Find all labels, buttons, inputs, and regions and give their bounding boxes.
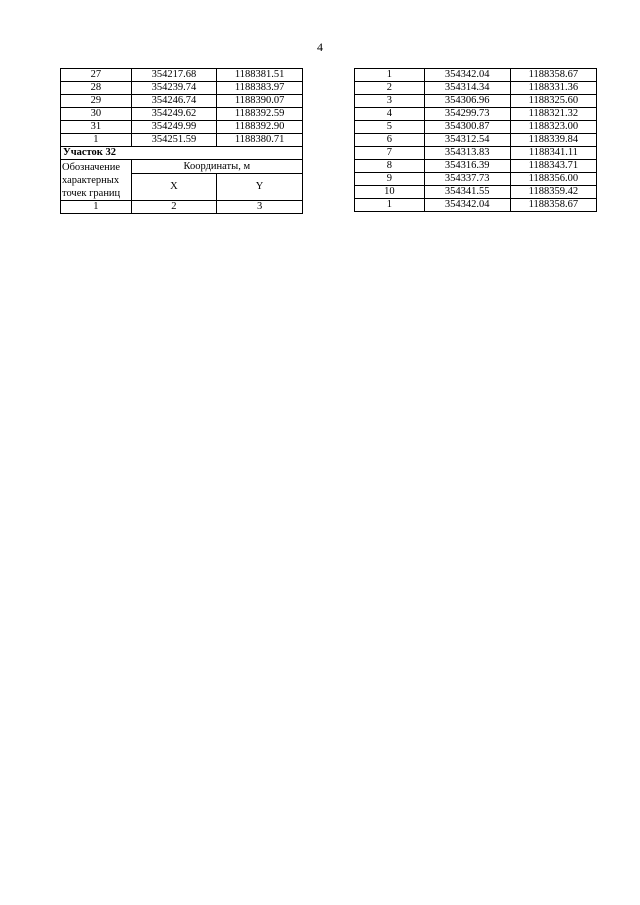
point-label-header: [61, 160, 132, 201]
x-coordinate-cell: 354249.62: [131, 108, 217, 121]
point-number-cell: 1: [355, 69, 425, 82]
table-row: [61, 69, 303, 82]
y-coordinate-cell: 1188325.60: [510, 95, 596, 108]
y-coordinate-cell: 1188321.32: [510, 108, 596, 121]
table-row: [355, 69, 597, 82]
y-coordinate-cell: 1188356.00: [510, 173, 596, 186]
point-number-cell: 30: [61, 108, 132, 121]
point-number-cell: 8: [355, 160, 425, 173]
point-label-line-1: Обозначение: [62, 161, 121, 173]
table-row: [355, 95, 597, 108]
numbering-row: [61, 201, 303, 214]
x-coordinate-cell: 354239.74: [131, 82, 217, 95]
numbering-cell-2: 2: [131, 201, 217, 214]
x-header: X: [131, 174, 217, 201]
y-coordinate-cell: 1188381.51: [217, 69, 303, 82]
table-row: [355, 134, 597, 147]
table-row: [355, 173, 597, 186]
point-number-cell: 10: [355, 186, 425, 199]
coordinates-table-right: [354, 68, 597, 212]
x-coordinate-cell: 354316.39: [424, 160, 510, 173]
right-table-body: [355, 69, 597, 212]
left-table-body: [61, 69, 303, 147]
x-coordinate-cell: 354313.83: [424, 147, 510, 160]
point-number-cell: 1: [355, 199, 425, 212]
y-coordinate-cell: 1188358.67: [510, 69, 596, 82]
numbering-cell-1: 1: [61, 201, 132, 214]
x-coordinate-cell: 354341.55: [424, 186, 510, 199]
numbering-cell-3: 3: [217, 201, 303, 214]
page-number: 4: [317, 40, 323, 54]
point-number-cell: 2: [355, 82, 425, 95]
point-number-cell: 5: [355, 121, 425, 134]
table-row: [61, 82, 303, 95]
x-coordinate-cell: 354249.99: [131, 121, 217, 134]
header-row-1: [61, 160, 303, 174]
table-row: [61, 108, 303, 121]
point-number-cell: 7: [355, 147, 425, 160]
table-row: [355, 199, 597, 212]
point-number-cell: 3: [355, 95, 425, 108]
x-coordinate-cell: 354337.73: [424, 173, 510, 186]
section-row: [61, 147, 303, 160]
table-row: [355, 82, 597, 95]
table-row: [355, 160, 597, 173]
x-coordinate-cell: 354312.54: [424, 134, 510, 147]
point-label-line-2: характерных: [62, 174, 120, 186]
y-coordinate-cell: 1188392.90: [217, 121, 303, 134]
point-number-cell: 29: [61, 95, 132, 108]
table-row: [61, 134, 303, 147]
y-coordinate-cell: 1188380.71: [217, 134, 303, 147]
section-title: Участок 32: [61, 147, 303, 160]
left-table-section: [61, 147, 303, 214]
y-coordinate-cell: 1188341.11: [510, 147, 596, 160]
point-number-cell: 1: [61, 134, 132, 147]
y-coordinate-cell: 1188359.42: [510, 186, 596, 199]
y-coordinate-cell: 1188358.67: [510, 199, 596, 212]
x-coordinate-cell: 354314.34: [424, 82, 510, 95]
x-coordinate-cell: 354342.04: [424, 199, 510, 212]
x-coordinate-cell: 354299.73: [424, 108, 510, 121]
point-number-cell: 9: [355, 173, 425, 186]
coordinates-table-left: [60, 68, 303, 214]
table-row: [355, 108, 597, 121]
point-number-cell: 28: [61, 82, 132, 95]
table-row: [61, 95, 303, 108]
x-coordinate-cell: 354246.74: [131, 95, 217, 108]
point-number-cell: 27: [61, 69, 132, 82]
y-coordinate-cell: 1188323.00: [510, 121, 596, 134]
y-coordinate-cell: 1188339.84: [510, 134, 596, 147]
y-header: Y: [217, 174, 303, 201]
coords-header: Координаты, м: [131, 160, 302, 174]
point-number-cell: 4: [355, 108, 425, 121]
table-row: [355, 121, 597, 134]
table-row: [61, 121, 303, 134]
x-coordinate-cell: 354251.59: [131, 134, 217, 147]
table-row: [355, 147, 597, 160]
x-coordinate-cell: 354342.04: [424, 69, 510, 82]
point-number-cell: 6: [355, 134, 425, 147]
y-coordinate-cell: 1188390.07: [217, 95, 303, 108]
y-coordinate-cell: 1188392.59: [217, 108, 303, 121]
point-label-line-3: точек границ: [62, 187, 121, 199]
point-number-cell: 31: [61, 121, 132, 134]
x-coordinate-cell: 354306.96: [424, 95, 510, 108]
y-coordinate-cell: 1188331.36: [510, 82, 596, 95]
y-coordinate-cell: 1188383.97: [217, 82, 303, 95]
x-coordinate-cell: 354300.87: [424, 121, 510, 134]
table-row: [355, 186, 597, 199]
y-coordinate-cell: 1188343.71: [510, 160, 596, 173]
x-coordinate-cell: 354217.68: [131, 69, 217, 82]
